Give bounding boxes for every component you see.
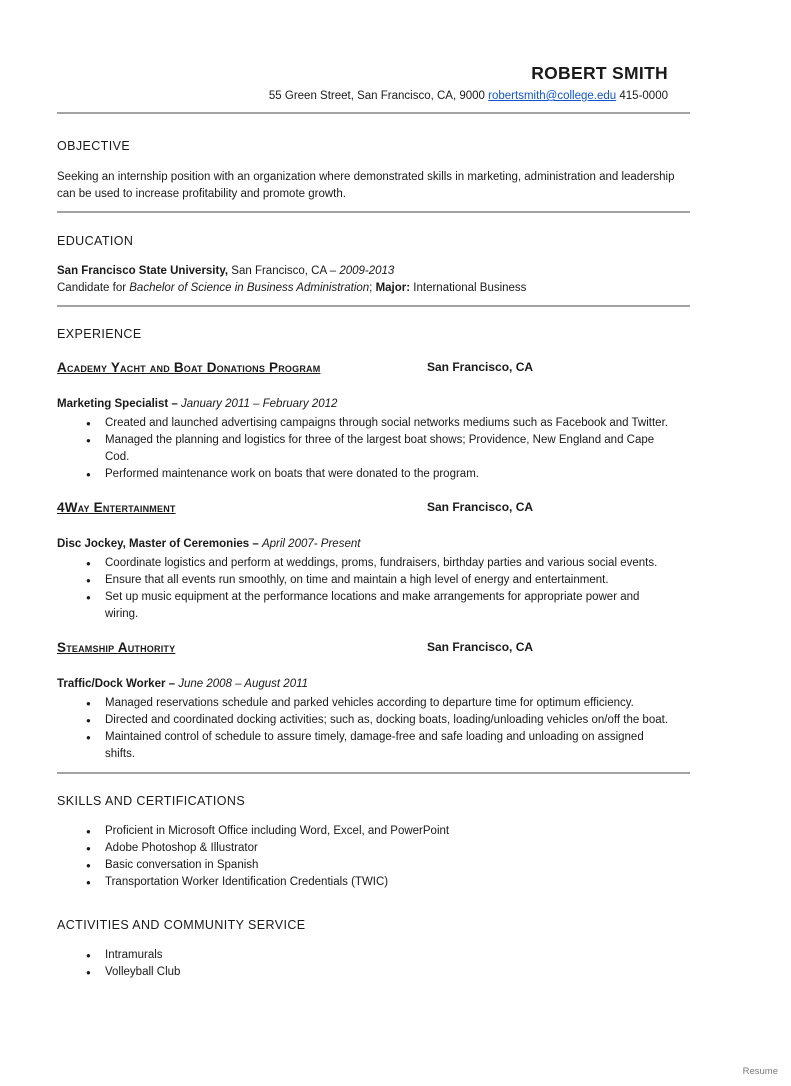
list-item [57, 466, 670, 483]
list-item [57, 555, 670, 572]
bullet-icon: ● [86, 699, 91, 708]
resume-content [0, 62, 791, 981]
company-location: San Francisco, CA [427, 360, 534, 374]
job-title: Marketing Specialist – [57, 398, 178, 410]
contact-address: 55 Green Street, San Francisco, CA, 9000 [268, 90, 485, 102]
list-item [57, 964, 670, 981]
education-dates: 2009-2013 [339, 265, 395, 277]
bullet-icon: ● [86, 861, 91, 870]
company-name: Academy Yacht and Boat Donations Program [57, 360, 321, 375]
bullet-text: Volleyball Club [105, 966, 181, 978]
job-header [57, 359, 690, 376]
degree-separator: ; [369, 282, 373, 294]
list-item [57, 857, 670, 874]
job-title-line [57, 676, 690, 693]
bullet-text: Maintained control of schedule to assure timely, damage-free and safe loading and unloading on assigned shifts. [105, 731, 644, 760]
list-item [57, 572, 670, 589]
list-item [57, 432, 670, 466]
activities-list [57, 947, 690, 981]
experience-heading: EXPERIENCE [57, 327, 142, 341]
bullet-icon: ● [86, 733, 91, 742]
objective-text: Seeking an internship position with an organization where demonstrated skills in marketing, administration and leadership can be used to increase profitability and promote growth. [57, 171, 675, 200]
company-location: San Francisco, CA [427, 500, 534, 514]
bullet-text: Coordinate logistics and perform at weddings, proms, fundraisers, birthday parties and various social events. [105, 557, 658, 569]
major-label: Major: [375, 282, 411, 294]
bullet-text: Directed and coordinated docking activities; such as, docking boats, loading/unloading vehicles on/off the boat. [105, 714, 669, 726]
bullet-text: Proficient in Microsoft Office including Word, Excel, and PowerPoint [105, 825, 450, 837]
candidate-name: ROBERT SMITH [531, 63, 668, 83]
job-title: Traffic/Dock Worker – [57, 678, 176, 690]
section-divider [57, 305, 690, 307]
job-dates: April 2007- Present [261, 538, 361, 550]
list-item [57, 695, 670, 712]
bullet-text: Intramurals [105, 949, 163, 961]
job-title: Disc Jockey, Master of Ceremonies – [57, 538, 259, 550]
bullet-icon: ● [86, 470, 91, 479]
bullet-icon: ● [86, 559, 91, 568]
bullet-icon: ● [86, 968, 91, 977]
objective-heading: OBJECTIVE [57, 139, 131, 153]
list-item [57, 874, 670, 891]
list-item [57, 947, 670, 964]
list-item [57, 415, 670, 432]
list-item [57, 840, 670, 857]
job-header [57, 499, 690, 516]
school-name: San Francisco State University, [57, 265, 229, 277]
education-line-school [57, 263, 690, 280]
section-divider [57, 211, 690, 213]
job-title-line [57, 396, 690, 413]
bullet-text: Basic conversation in Spanish [105, 859, 259, 871]
contact-phone: 415-0000 [619, 90, 668, 102]
bullet-text: Set up music equipment at the performance locations and make arrangements for appropriate power and wiring. [105, 591, 640, 620]
candidate-prefix: Candidate for [57, 282, 127, 294]
job-title-line [57, 536, 690, 553]
list-item [57, 729, 670, 763]
education-entry [57, 263, 690, 297]
job-header [57, 639, 690, 656]
bullet-icon: ● [86, 951, 91, 960]
bullet-text: Managed the planning and logistics for three of the largest boat shows; Providence, New England and Cape Cod. [105, 434, 655, 463]
contact-line [57, 89, 668, 104]
company-name: 4Way Entertainment [57, 500, 176, 515]
bullet-icon: ● [86, 436, 91, 445]
section-divider [57, 772, 690, 774]
bullet-text: Ensure that all events run smoothly, on time and maintain a high level of energy and entertainment. [105, 574, 609, 586]
company-location: San Francisco, CA [427, 640, 534, 654]
list-item [57, 712, 670, 729]
bullet-icon: ● [86, 593, 91, 602]
skills-list [57, 823, 690, 891]
major-value: International Business [413, 282, 527, 294]
section-divider [57, 112, 690, 114]
education-heading: EDUCATION [57, 234, 134, 248]
list-item [57, 823, 670, 840]
job-bullet-list [57, 555, 690, 623]
bullet-text: Managed reservations schedule and parked vehicles according to departure time for optimum efficiency. [105, 697, 634, 709]
bullet-text: Performed maintenance work on boats that were donated to the program. [105, 468, 479, 480]
bullet-text: Adobe Photoshop & Illustrator [105, 842, 258, 854]
bullet-text: Transportation Worker Identification Credentials (TWIC) [105, 876, 389, 888]
job-dates: June 2008 – August 2011 [178, 678, 309, 690]
resume-page [0, 62, 791, 1086]
school-location: San Francisco, CA – [231, 265, 337, 277]
bullet-icon: ● [86, 827, 91, 836]
list-item [57, 589, 670, 623]
company-name: Steamship Authority [57, 640, 176, 655]
footer-resume-label: Resume [742, 1066, 778, 1077]
job-bullet-list [57, 695, 690, 763]
bullet-text: Created and launched advertising campaigns through social networks mediums such as Facebook and Twitter. [105, 417, 668, 429]
bullet-icon: ● [86, 878, 91, 887]
bullet-icon: ● [86, 844, 91, 853]
activities-heading: ACTIVITIES AND COMMUNITY SERVICE [57, 918, 306, 932]
resume-header [57, 62, 690, 104]
education-line-degree [57, 280, 690, 297]
email-link[interactable]: robertsmith@college.edu [488, 90, 617, 102]
skills-heading: SKILLS AND CERTIFICATIONS [57, 794, 246, 808]
job-bullet-list [57, 415, 690, 483]
bullet-icon: ● [86, 576, 91, 585]
job-dates: January 2011 – February 2012 [181, 398, 338, 410]
degree-name: Bachelor of Science in Business Administration [129, 282, 370, 294]
bullet-icon: ● [86, 419, 91, 428]
bullet-icon: ● [86, 716, 91, 725]
